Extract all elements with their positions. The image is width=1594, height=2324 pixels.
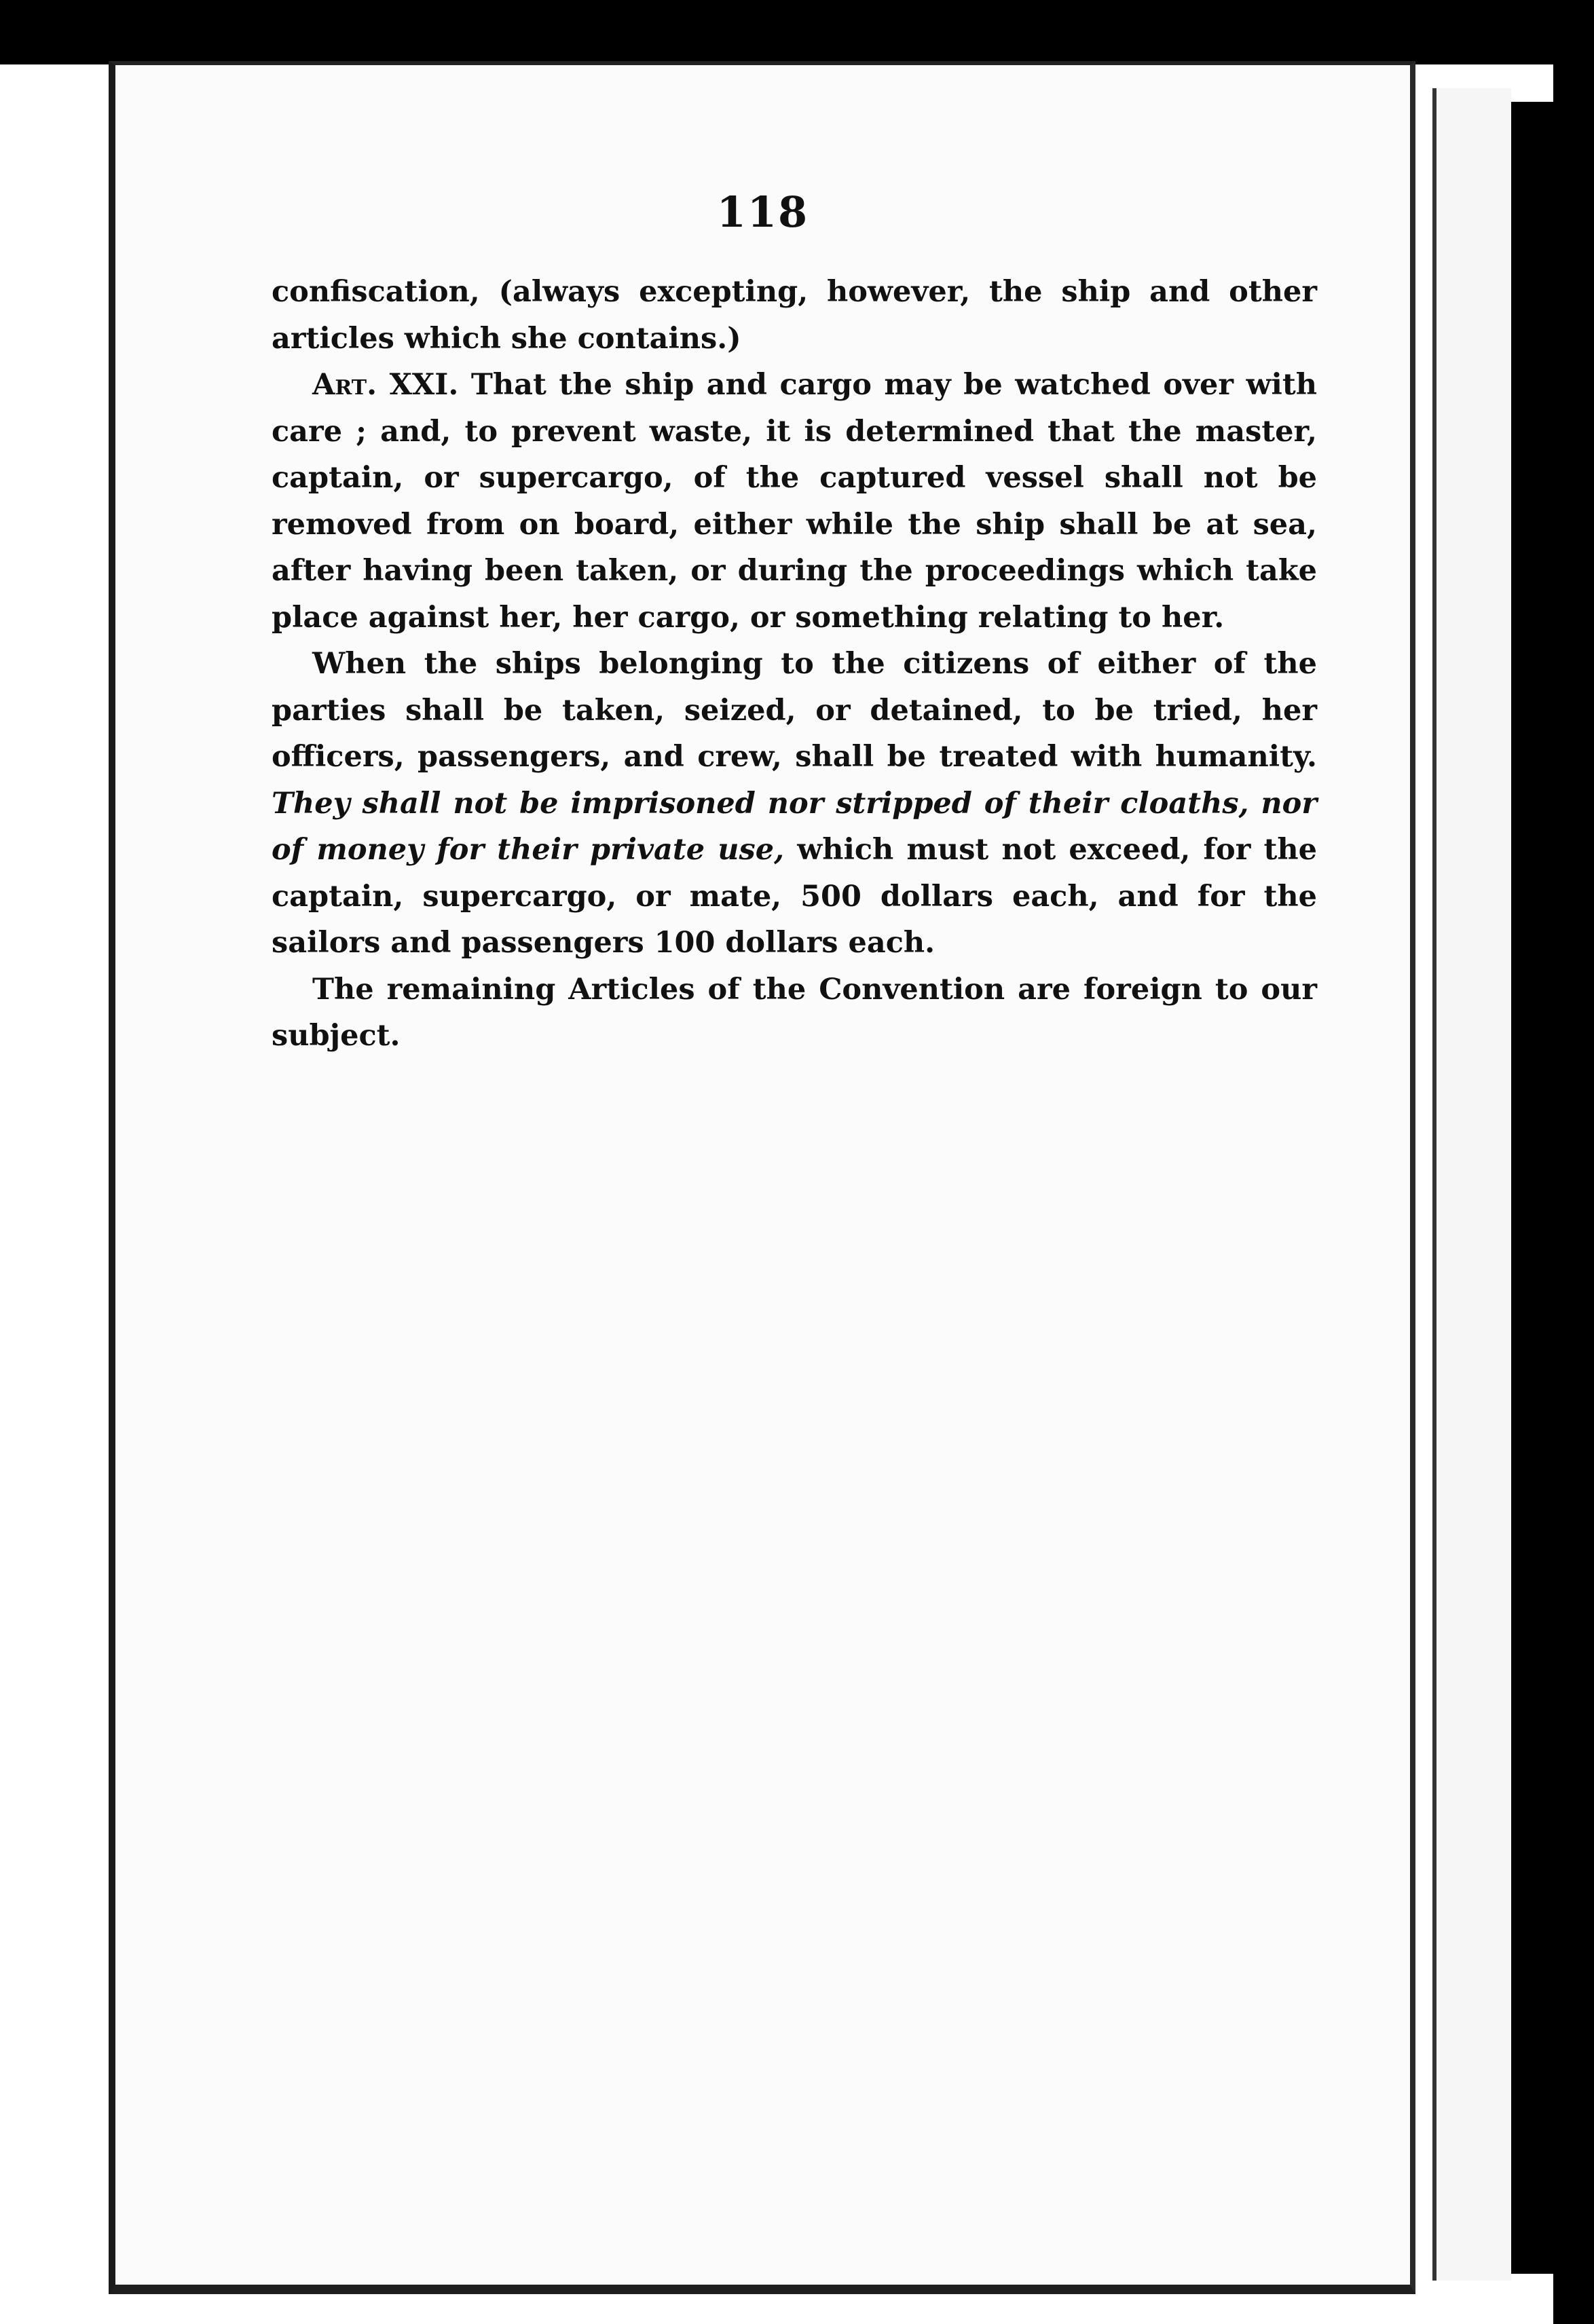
italic-emphasis: They shall not be imprisoned nor stripped of their cloaths, nor of money for their private use,	[272, 786, 1317, 867]
paragraph-article-xxi	[272, 362, 1317, 641]
paragraph-text-start: When the ships belonging to the citizens of either of the parties shall be taken, seized, or detained, to be tried, her officers, passengers, and crew, shall be treated with humanity.	[272, 647, 1317, 774]
paragraph-continuation: confiscation, (always excepting, however, the ship and other articles which she contains.)	[272, 275, 1317, 356]
scan-top-border	[0, 0, 1594, 64]
page-number: 118	[716, 187, 809, 237]
article-text: That the ship and cargo may be watched over with care ; and, to prevent waste, it is determined that the master, captain, or supercargo, of the captured vessel shall not be removed from on board, either while the ship shall be at sea, after having been taken, or during the proceedings which take place against her, her cargo, or something relating to her.	[272, 368, 1318, 635]
book-page	[109, 61, 1415, 2294]
adjacent-page-edge	[1432, 88, 1511, 2281]
paragraph-text-end: which must not exceed, for the captain, supercargo, or mate, 500 dollars each, and for the sailors and passengers 100 dollars each.	[272, 833, 1318, 960]
article-heading: Art. XXI.	[312, 368, 459, 402]
scan-right-border	[1553, 0, 1594, 2324]
paragraph-closing: The remaining Articles of the Convention are foreign to our subject.	[272, 972, 1317, 1053]
page-body	[272, 269, 1317, 1060]
paragraph-crew-treatment	[272, 641, 1317, 967]
